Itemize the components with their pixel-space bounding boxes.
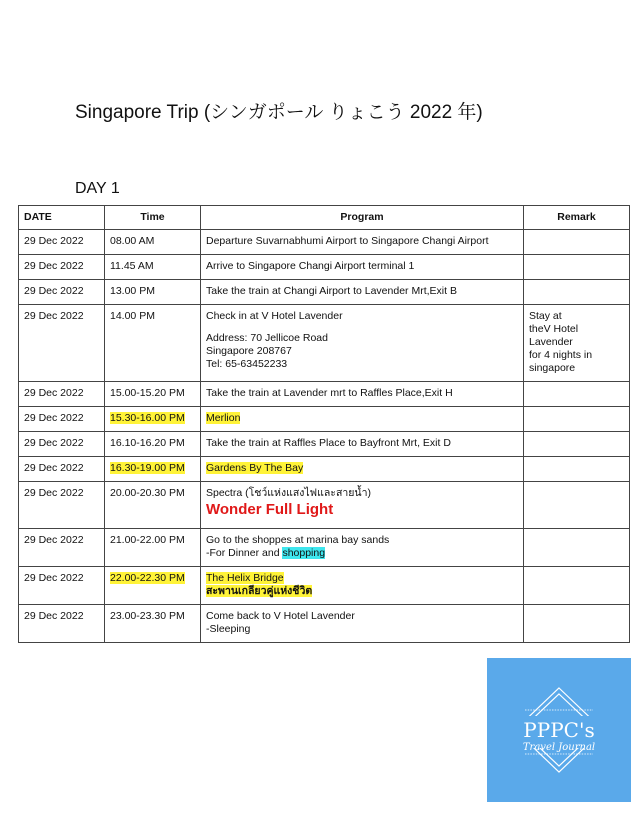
highlighted-program: The Helix Bridge bbox=[206, 572, 284, 584]
program-cell bbox=[201, 407, 524, 432]
time-cell bbox=[105, 407, 201, 432]
date-cell: 29 Dec 2022 bbox=[19, 567, 105, 605]
remark-line: Lavender bbox=[529, 336, 573, 348]
program-text: Spectra (โชว์แห่งแสงไฟและสายน้ำ) bbox=[206, 487, 371, 499]
remark-cell bbox=[524, 255, 630, 280]
date-cell: 29 Dec 2022 bbox=[19, 457, 105, 482]
remark-cell bbox=[524, 407, 630, 432]
program-cell bbox=[201, 567, 524, 605]
day-label: DAY 1 bbox=[75, 180, 120, 197]
time-cell bbox=[105, 457, 201, 482]
table-row bbox=[19, 432, 630, 457]
remark-line: theV Hotel bbox=[529, 323, 579, 335]
highlighted-time: 16.30-19.00 PM bbox=[110, 462, 185, 474]
header-program: Program bbox=[201, 206, 524, 230]
shopping-highlight: shopping bbox=[282, 547, 326, 559]
remark-cell bbox=[524, 432, 630, 457]
table-row bbox=[19, 382, 630, 407]
program-text: Come back to V Hotel Lavender bbox=[206, 610, 355, 622]
time-cell: 20.00-20.30 PM bbox=[105, 482, 201, 529]
program-cell bbox=[201, 457, 524, 482]
highlighted-time: 15.30-16.00 PM bbox=[110, 412, 185, 424]
logo-main-text: PPPC's bbox=[523, 718, 595, 742]
date-cell: 29 Dec 2022 bbox=[19, 529, 105, 567]
schedule-table bbox=[18, 205, 630, 643]
program-cell: Take the train at Lavender mrt to Raffles Place,Exit H bbox=[201, 382, 524, 407]
table-row bbox=[19, 457, 630, 482]
phone-line: Tel: 65-63452233 bbox=[206, 358, 288, 370]
program-cell: Arrive to Singapore Changi Airport terminal 1 bbox=[201, 255, 524, 280]
remark-line: Stay at bbox=[529, 310, 562, 322]
remark-cell bbox=[524, 230, 630, 255]
header-date: DATE bbox=[19, 206, 105, 230]
table-row bbox=[19, 230, 630, 255]
address-line: Singapore 208767 bbox=[206, 345, 292, 357]
remark-cell bbox=[524, 482, 630, 529]
remark-cell bbox=[524, 280, 630, 305]
highlighted-program: Merlion bbox=[206, 412, 241, 424]
table-row bbox=[19, 407, 630, 432]
date-cell: 29 Dec 2022 bbox=[19, 280, 105, 305]
address-line: Address: 70 Jellicoe Road bbox=[206, 332, 328, 344]
date-cell: 29 Dec 2022 bbox=[19, 305, 105, 382]
remark-cell bbox=[524, 382, 630, 407]
header-remark: Remark bbox=[524, 206, 630, 230]
remark-cell bbox=[524, 529, 630, 567]
program-cell bbox=[201, 605, 524, 643]
table-row bbox=[19, 305, 630, 382]
time-cell: 08.00 AM bbox=[105, 230, 201, 255]
date-cell: 29 Dec 2022 bbox=[19, 605, 105, 643]
table-header-row bbox=[19, 206, 630, 230]
time-cell: 14.00 PM bbox=[105, 305, 201, 382]
program-cell: Departure Suvarnabhumi Airport to Singapore Changi Airport bbox=[201, 230, 524, 255]
time-cell: 15.00-15.20 PM bbox=[105, 382, 201, 407]
table-row bbox=[19, 280, 630, 305]
time-cell bbox=[105, 567, 201, 605]
remark-cell bbox=[524, 305, 630, 382]
remark-cell bbox=[524, 605, 630, 643]
time-cell: 23.00-23.30 PM bbox=[105, 605, 201, 643]
remark-cell bbox=[524, 457, 630, 482]
program-cell: Take the train at Changi Airport to Lavender Mrt,Exit B bbox=[201, 280, 524, 305]
program-cell bbox=[201, 305, 524, 382]
date-cell: 29 Dec 2022 bbox=[19, 432, 105, 457]
wonder-full-light-text: Wonder Full Light bbox=[206, 501, 334, 518]
program-prefix: -For Dinner and bbox=[206, 547, 283, 559]
table-row bbox=[19, 255, 630, 280]
date-cell: 29 Dec 2022 bbox=[19, 382, 105, 407]
highlighted-program: Gardens By The Bay bbox=[206, 462, 304, 474]
program-text: Go to the shoppes at marina bay sands bbox=[206, 534, 390, 546]
remark-line: singapore bbox=[529, 362, 576, 374]
table-row bbox=[19, 567, 630, 605]
remark-line: for 4 nights in bbox=[529, 349, 593, 361]
date-cell: 29 Dec 2022 bbox=[19, 255, 105, 280]
table-row bbox=[19, 529, 630, 567]
program-cell: Take the train at Raffles Place to Bayfront Mrt, Exit D bbox=[201, 432, 524, 457]
time-cell: 21.00-22.00 PM bbox=[105, 529, 201, 567]
travel-journal-logo bbox=[487, 658, 631, 802]
program-cell bbox=[201, 482, 524, 529]
highlighted-thai-text: สะพานเกลียวคู่แห่งชีวิต bbox=[206, 585, 313, 597]
time-cell: 16.10-16.20 PM bbox=[105, 432, 201, 457]
logo-sub-text: Travel Journal bbox=[522, 742, 596, 753]
program-text: Check in at V Hotel Lavender bbox=[206, 310, 343, 322]
time-cell: 11.45 AM bbox=[105, 255, 201, 280]
table-row bbox=[19, 482, 630, 529]
time-cell: 13.00 PM bbox=[105, 280, 201, 305]
program-subline: -Sleeping bbox=[206, 623, 251, 635]
date-cell: 29 Dec 2022 bbox=[19, 482, 105, 529]
date-cell: 29 Dec 2022 bbox=[19, 407, 105, 432]
remark-cell bbox=[524, 567, 630, 605]
program-cell bbox=[201, 529, 524, 567]
header-time: Time bbox=[105, 206, 201, 230]
date-cell: 29 Dec 2022 bbox=[19, 230, 105, 255]
page-title: Singapore Trip (シンガポール りょこう 2022 年) bbox=[75, 102, 483, 123]
logo-emblem-icon bbox=[487, 658, 631, 802]
table-row bbox=[19, 605, 630, 643]
highlighted-time: 22.00-22.30 PM bbox=[110, 572, 185, 584]
program-subline bbox=[206, 547, 518, 560]
